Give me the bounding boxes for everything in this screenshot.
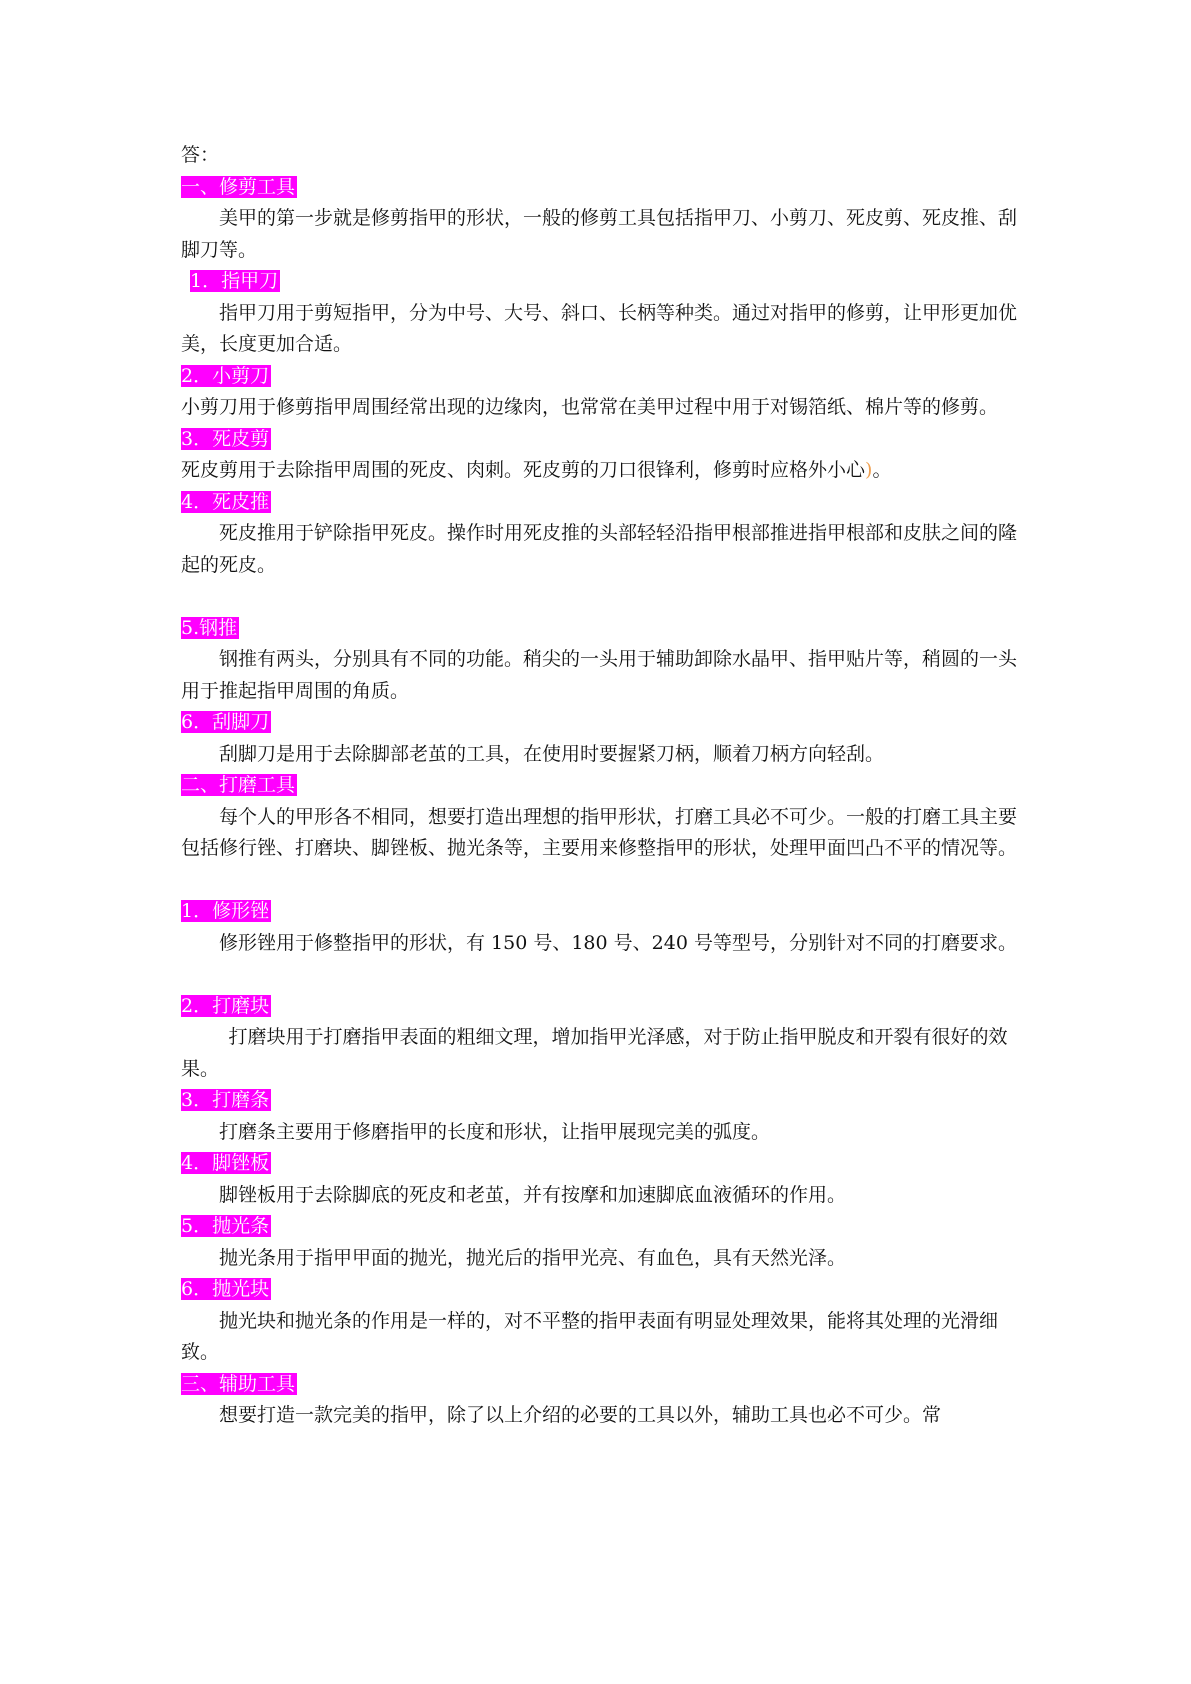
item-heading-steel-pusher <box>181 613 1019 645</box>
item-text-cuticle-pusher: 死皮推用于铲除指甲死皮。操作时用死皮推的头部轻轻沿指甲根部推进指甲根部和皮肤之间的隆起的死皮。 <box>181 522 1018 576</box>
item-heading-shaping-file <box>181 896 1019 928</box>
item-text-polish-strip: 抛光条用于指甲甲面的抛光，抛光后的指甲光亮、有血色，具有天然光泽。 <box>219 1246 847 1269</box>
section-heading-label: 三、辅助工具 <box>181 1372 296 1395</box>
blank-line <box>181 959 1019 991</box>
section-heading-label: 一、修剪工具 <box>181 175 296 198</box>
item-heading-cuticle-nipper <box>181 424 1019 456</box>
item-text-foot-file: 脚锉板用于去除脚底的死皮和老茧，并有按摩和加速脚底血液循环的作用。 <box>219 1183 847 1206</box>
item-heading-label: 1．修形锉 <box>181 900 270 922</box>
item-heading-polish-strip <box>181 1211 1019 1243</box>
item-text-cuticle-nipper <box>181 455 1019 487</box>
section-heading-trim-tools <box>181 172 1019 204</box>
item-text-end: 。 <box>872 459 892 481</box>
section-heading-auxiliary-tools <box>181 1369 1019 1401</box>
item-heading-label: 4．死皮推 <box>181 490 270 513</box>
item-heading-label: 2．小剪刀 <box>181 364 270 387</box>
section-intro-trim-tools: 美甲的第一步就是修剪指甲的形状，一般的修剪工具包括指甲刀、小剪刀、死皮剪、死皮推、刮脚刀等。 <box>181 207 1018 261</box>
section-intro-auxiliary-tools: 想要打造一款完美的指甲，除了以上介绍的必要的工具以外，辅助工具也必不可少。常 <box>219 1404 942 1426</box>
section-heading-buffing-tools <box>181 770 1019 802</box>
item-heading-small-scissors <box>181 361 1019 393</box>
item-heading-label: 4．脚锉板 <box>181 1152 270 1174</box>
item-heading-label: 2．打磨块 <box>181 994 270 1017</box>
item-heading-polish-block <box>181 1274 1019 1306</box>
item-text-buffer-block: 打磨块用于打磨指甲表面的粗细文理，增加指甲光泽感，对于防止指甲脱皮和开裂有很好的效果。 <box>181 1026 1008 1080</box>
item-heading-label: 6．抛光块 <box>181 1278 270 1300</box>
item-heading-foot-file <box>181 1148 1019 1180</box>
blank-line <box>181 581 1019 613</box>
item-text-polish-block: 抛光块和抛光条的作用是一样的，对不平整的指甲表面有明显处理效果，能将其处理的光滑细致。 <box>181 1309 999 1363</box>
section-intro-buffing-tools: 每个人的甲形各不相同，想要打造出理想的指甲形状，打磨工具必不可少。一般的打磨工具主要包括修行锉、打磨块、脚锉板、抛光条等，主要用来修整指甲的形状，处理甲面凹凸不平的情况等。 <box>181 805 1018 859</box>
item-text-nail-clipper: 指甲刀用于剪短指甲，分为中号、大号、斜口、长柄等种类。通过对指甲的修剪，让甲形更加优美，长度更加合适。 <box>181 301 1018 355</box>
item-text-shaping-file: 修形锉用于修整指甲的形状，有 150 号、180 号、240 号等型号，分别针对不同的打磨要求。 <box>219 931 1017 954</box>
item-heading-label: 6．刮脚刀 <box>181 711 270 733</box>
item-heading-buffer-strip <box>181 1085 1019 1117</box>
item-text-body: 死皮剪用于去除指甲周围的死皮、肉刺。死皮剪的刀口很锋利，修剪时应格外小心 <box>181 459 866 481</box>
item-heading-label: 1．指甲刀 <box>190 270 279 292</box>
item-heading-nail-clipper <box>181 266 1019 298</box>
stray-mark: ) <box>865 459 873 481</box>
section-heading-label: 二、打磨工具 <box>181 774 296 796</box>
item-text-foot-scraper: 刮脚刀是用于去除脚部老茧的工具，在使用时要握紧刀柄，顺着刀柄方向轻刮。 <box>219 742 885 765</box>
item-heading-buffer-block <box>181 991 1019 1023</box>
answer-label: 答： <box>181 144 220 166</box>
item-heading-foot-scraper <box>181 707 1019 739</box>
item-heading-label: 5．抛光条 <box>181 1215 270 1237</box>
item-heading-label: 3．打磨条 <box>181 1089 270 1111</box>
item-heading-label: 3．死皮剪 <box>181 427 270 450</box>
item-text-steel-pusher: 钢推有两头，分别具有不同的功能。稍尖的一头用于辅助卸除水晶甲、指甲贴片等，稍圆的一头用于推起指甲周围的角质。 <box>181 648 1018 702</box>
item-heading-cuticle-pusher <box>181 487 1019 519</box>
item-text-buffer-strip: 打磨条主要用于修磨指甲的长度和形状，让指甲展现完美的弧度。 <box>219 1120 771 1143</box>
item-heading-label: 5.钢推 <box>181 616 238 639</box>
blank-line <box>181 865 1019 897</box>
item-text-small-scissors: 小剪刀用于修剪指甲周围经常出现的边缘肉，也常常在美甲过程中用于对锡箔纸、棉片等的修剪。 <box>181 396 999 418</box>
document-page <box>181 140 1019 1432</box>
